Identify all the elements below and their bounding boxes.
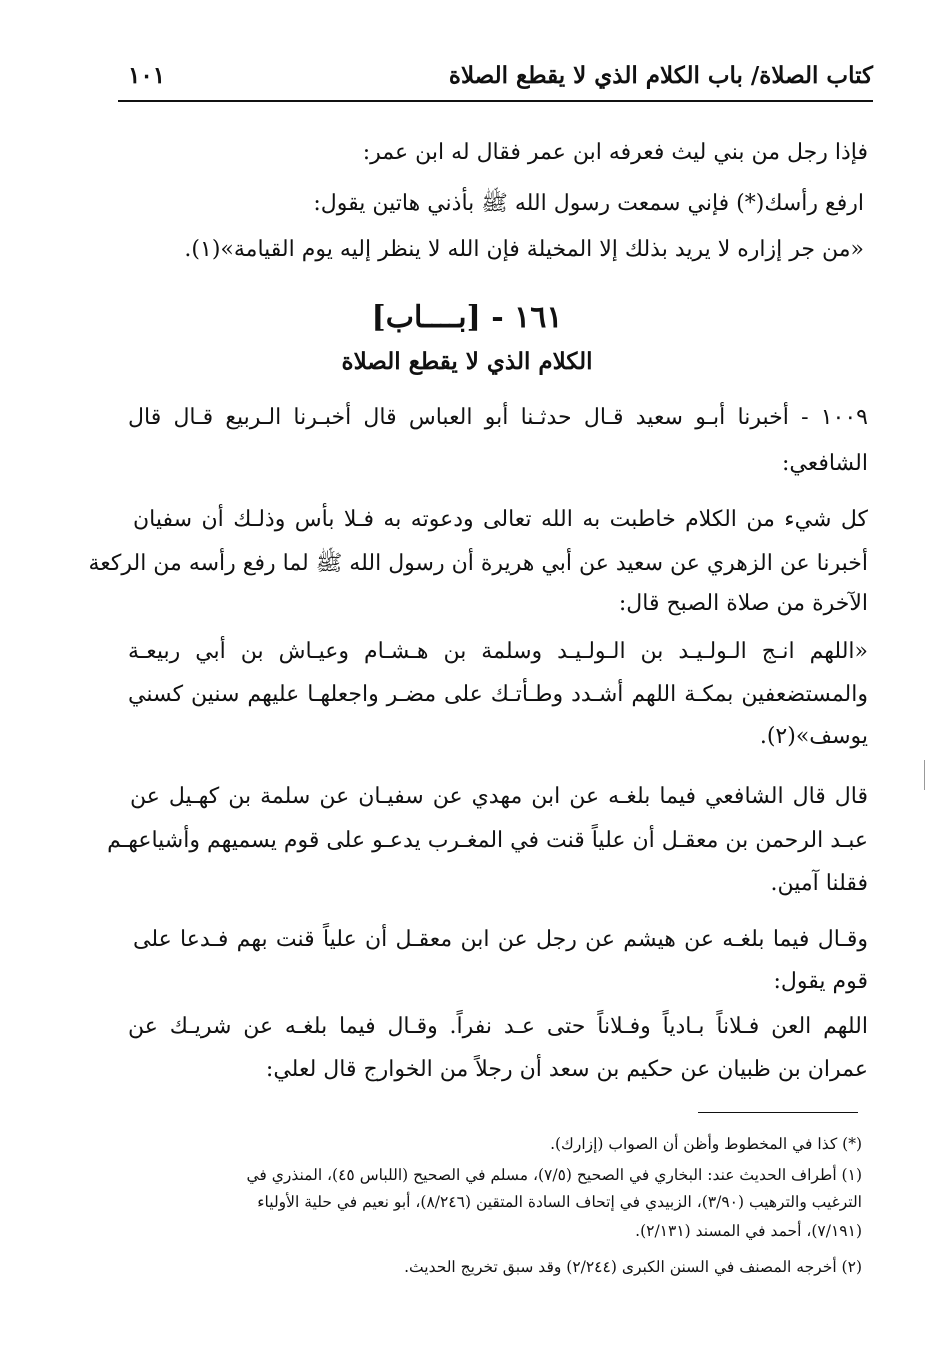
footnote-continuation: (٧/١٩١)، أحمد في المسند (٢/١٣١). <box>635 1222 862 1240</box>
body-line: عبـد الرحمن بن معقـل أن علياً قنت في المغـرب يدعـو على قوم يسميهم وأشياعهـم <box>107 828 868 853</box>
body-line: وقـال فيما بلغـه عن هيشم عن رجل عن ابن معقـل أن علياً قنت بهم فـدعا على <box>133 927 868 952</box>
body-line: يوسف»(٢). <box>759 724 868 749</box>
page-number: ١٠١ <box>128 62 166 89</box>
intro-line: ارفع رأسك(*) فإني سمعت رسول الله ﷺ بأذني هاتين يقول: <box>313 191 864 216</box>
body-line: قوم يقول: <box>773 969 868 994</box>
footnote: (*) كذا في المخطوط وأظن أن الصواب (إزارك). <box>550 1135 862 1153</box>
header-title: كتاب الصلاة/ باب الكلام الذي لا يقطع الصلاة <box>448 62 873 89</box>
scan-edge-mark <box>924 760 925 790</box>
body-line: اللهم العن فـلاناً بـادياً وفـلاناً حتى عـد نفراً. وقـال فيما بلغـه عن شريـك عن <box>128 1014 868 1039</box>
footnote-separator <box>698 1112 858 1113</box>
running-header <box>118 58 873 102</box>
body-line: أخبرنا عن الزهري عن سعيد عن أبي هريرة أن رسول الله ﷺ لما رفع رأسه من الركعة <box>88 551 868 576</box>
body-line: قال قال الشافعي فيما بلغـه عن ابن مهدي عن سفيـان عن سلمة بن كهـيل عن <box>130 784 868 809</box>
footnote: (١) أطراف الحديث عند: البخاري في الصحيح (٧/٥)، مسلم في الصحيح (اللباس ٤٥)، المنذري في <box>246 1166 862 1184</box>
body-line: والمستضعفين بمكـة اللهم أشـدد وطـأتـك على مضـر واجعلهـا عليهم سنين كسني <box>128 682 868 707</box>
body-line: الشافعي: <box>781 451 868 476</box>
footnote: (٢) أخرجه المصنف في السنن الكبرى (٢/٢٤٤) وقد سبق تخريج الحديث. <box>404 1258 862 1276</box>
body-line: ١٠٠٩ - أخبرنا أبـو سعيد قـال حدثـنا أبو العباس قال أخبـرنا الـربيع قـال قال <box>128 405 868 430</box>
intro-line: «من جر إزاره لا يريد بذلك إلا المخيلة فإن الله لا ينظر إليه يوم القيامة»(١). <box>184 237 864 262</box>
body-line: عمران بن ظبيان عن حكيم بن سعد أن رجلاً من الخوارج قال لعلي: <box>265 1057 868 1082</box>
body-line: كل شيء من الكلام خاطبت به الله تعالى ودعوته به فـلا بأس وذلـك أن سفيان <box>133 507 868 532</box>
section-subheading: الكلام الذي لا يقطع الصلاة <box>341 348 593 375</box>
body-line: الآخرة من صلاة الصبح قال: <box>618 591 868 616</box>
body-line: «اللهم انـج الـولـيـد بن الـولـيـد وسلمة بن هـشـام وعيـاش بن أبي ربيعـة <box>128 639 868 664</box>
section-heading: ١٦١ - [بــــاب] <box>371 300 563 335</box>
body-line: فقلنا آمين. <box>770 871 868 896</box>
footnote-continuation: الترغيب والترهيب (٣/٩٠)، الزبيدي في إتحاف السادة المتقين (٨/٢٤٦)، أبو نعيم في حلية الأولياء <box>257 1193 862 1211</box>
intro-line: فإذا رجل من بني ليث فعرفه ابن عمر فقال له ابن عمر: <box>362 140 868 165</box>
